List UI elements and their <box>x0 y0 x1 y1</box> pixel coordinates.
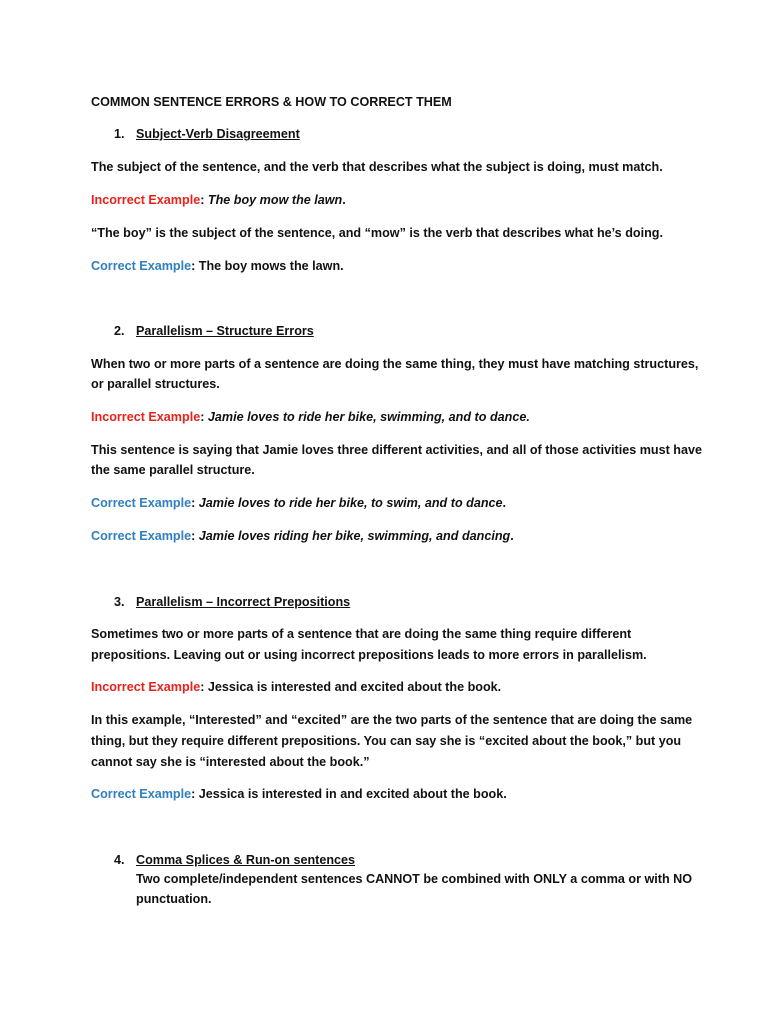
section-3-intro-line-1: Sometimes two or more parts of a sentence that are doing the same thing require different <box>91 627 632 641</box>
incorrect-label: Incorrect Example <box>91 193 201 207</box>
section-3-explanation-line-3: cannot say she is “interested about the book.” <box>91 755 370 769</box>
section-2-correct-example-1 <box>91 493 506 514</box>
section-2-explanation-line-1: This sentence is saying that Jamie loves three different activities, and all of those activities must have <box>91 443 703 457</box>
example-text: The boy mow the lawn <box>207 193 343 207</box>
example-text: Jessica is interested in and excited about the book. <box>198 787 507 801</box>
example-text: Jamie loves to ride her bike, to swim, and to dance <box>198 496 503 510</box>
colon: : <box>191 496 199 510</box>
colon: : <box>200 680 208 694</box>
correct-label: Correct Example <box>91 529 192 543</box>
section-3-intro-line-2: prepositions. Leaving out or using incorrect prepositions leads to more errors in parallelism. <box>91 648 647 662</box>
section-1-correct-example <box>91 256 344 277</box>
incorrect-label: Incorrect Example <box>91 410 201 424</box>
section-2-explanation-line-2: the same parallel structure. <box>91 463 255 477</box>
correct-label: Correct Example <box>91 787 192 801</box>
correct-label: Correct Example <box>91 496 192 510</box>
period: . <box>510 529 514 543</box>
section-4-text-line-1: Two complete/independent sentences CANNOT be combined with ONLY a comma or with NO <box>136 872 693 886</box>
example-text: Jamie loves riding her bike, swimming, and dancing <box>198 529 511 543</box>
section-3-correct-example <box>91 784 507 805</box>
section-4-heading: Comma Splices & Run-on sentences <box>136 853 356 867</box>
section-2-intro-line-2: or parallel structures. <box>91 377 220 391</box>
section-3-heading: Parallelism – Incorrect Prepositions <box>136 595 351 609</box>
section-2-correct-example-2 <box>91 526 514 547</box>
colon: : <box>191 529 199 543</box>
example-text: Jamie loves to ride her bike, swimming, and to dance. <box>207 410 530 424</box>
section-4-number: 4. <box>114 853 125 867</box>
example-text: The boy mows the lawn. <box>198 259 344 273</box>
section-3-explanation-line-2: thing, but they require different prepositions. You can say she is “excited about the book,” but you <box>91 734 682 748</box>
colon: : <box>191 787 199 801</box>
section-3-number: 3. <box>114 595 125 609</box>
section-2-incorrect-example <box>91 407 530 428</box>
correct-label: Correct Example <box>91 259 192 273</box>
document-title: COMMON SENTENCE ERRORS & HOW TO CORRECT THEM <box>91 95 452 109</box>
incorrect-label: Incorrect Example <box>91 680 201 694</box>
period: . <box>502 496 507 510</box>
section-2-heading: Parallelism – Structure Errors <box>136 324 314 338</box>
colon: : <box>200 193 208 207</box>
section-2-number: 2. <box>114 324 125 338</box>
section-1-heading: Subject-Verb Disagreement <box>136 127 300 141</box>
colon: : <box>191 259 199 273</box>
section-4-text-line-2: punctuation. <box>136 892 212 906</box>
example-text: Jessica is interested and excited about the book. <box>207 680 502 694</box>
period: . <box>342 193 346 207</box>
section-2-intro-line-1: When two or more parts of a sentence are doing the same thing, they must have matching structures, <box>91 357 699 371</box>
section-1-explanation: “The boy” is the subject of the sentence, and “mow” is the verb that describes what he’s doing. <box>91 226 663 240</box>
colon: : <box>200 410 208 424</box>
section-1-incorrect-example <box>91 190 346 211</box>
section-1-intro: The subject of the sentence, and the verb that describes what the subject is doing, must match. <box>91 160 663 174</box>
section-3-explanation-line-1: In this example, “Interested” and “excited” are the two parts of the sentence that are doing the same <box>91 713 693 727</box>
section-3-incorrect-example <box>91 677 501 698</box>
section-1-number: 1. <box>114 127 125 141</box>
